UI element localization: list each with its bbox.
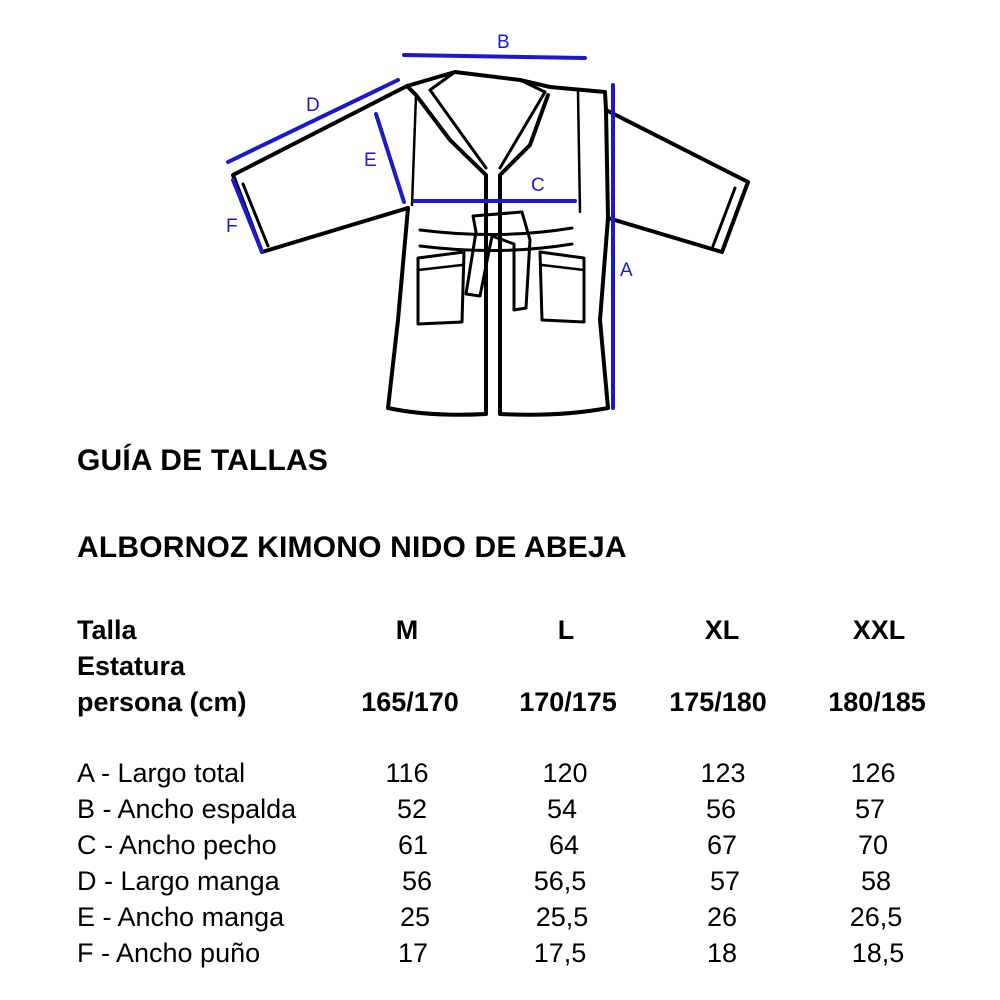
size-header-m: M xyxy=(395,615,419,645)
table-row-label: F - Ancho puño xyxy=(77,938,261,968)
height-header-label-line1: Estatura xyxy=(77,651,186,681)
table-cell: 17 xyxy=(397,938,429,968)
table-cell: 26,5 xyxy=(849,902,903,932)
measure-f-label: F xyxy=(226,216,238,237)
size-header-xl: XL xyxy=(704,615,740,645)
table-cell: 25,5 xyxy=(535,902,589,932)
size-header-label: Talla xyxy=(77,615,137,645)
table-cell: 120 xyxy=(542,758,588,788)
size-header-xxl: XXL xyxy=(852,615,906,645)
height-value-m: 165/170 xyxy=(361,687,459,717)
table-cell: 18 xyxy=(706,938,738,968)
table-cell: 57 xyxy=(709,866,741,896)
table-cell: 126 xyxy=(850,758,896,788)
table-cell: 56 xyxy=(401,866,433,896)
measure-e-label: E xyxy=(364,150,377,171)
table-cell: 17,5 xyxy=(533,938,587,968)
height-header-label-line2: persona (cm) xyxy=(77,687,247,717)
measure-d-label: D xyxy=(306,95,320,116)
table-row-label: E - Ancho manga xyxy=(77,902,285,932)
guide-title: GUÍA DE TALLAS xyxy=(77,444,329,477)
measure-e-line xyxy=(376,114,404,202)
measure-b-line xyxy=(404,55,585,58)
table-cell: 18,5 xyxy=(851,938,905,968)
measure-a-label: A xyxy=(620,260,633,281)
table-cell: 58 xyxy=(860,866,892,896)
table-cell: 116 xyxy=(385,758,429,788)
table-row-label: C - Ancho pecho xyxy=(77,830,277,860)
table-cell: 64 xyxy=(548,830,580,860)
measure-c-label: C xyxy=(531,175,545,196)
table-cell: 67 xyxy=(706,830,738,860)
table-cell: 57 xyxy=(854,794,886,824)
table-cell: 26 xyxy=(706,902,738,932)
table-row-label: A - Largo total xyxy=(77,758,246,788)
size-header-l: L xyxy=(557,615,575,645)
table-cell: 61 xyxy=(397,830,429,860)
product-title: ALBORNOZ KIMONO NIDO DE ABEJA xyxy=(77,531,627,564)
table-row-label: D - Largo manga xyxy=(77,866,280,896)
height-value-xxl: 180/185 xyxy=(828,687,926,717)
table-cell: 52 xyxy=(396,794,428,824)
height-value-l: 170/175 xyxy=(519,687,617,717)
table-cell: 70 xyxy=(857,830,889,860)
kimono-bathrobe-diagram xyxy=(0,0,1000,430)
table-cell: 56 xyxy=(705,794,737,824)
measure-b-label: B xyxy=(497,32,510,53)
height-value-xl: 175/180 xyxy=(669,687,767,717)
table-cell: 56,5 xyxy=(533,866,587,896)
table-row-label: B - Ancho espalda xyxy=(77,794,297,824)
table-cell: 25 xyxy=(399,902,431,932)
table-cell: 54 xyxy=(546,794,578,824)
table-cell: 123 xyxy=(700,758,746,788)
